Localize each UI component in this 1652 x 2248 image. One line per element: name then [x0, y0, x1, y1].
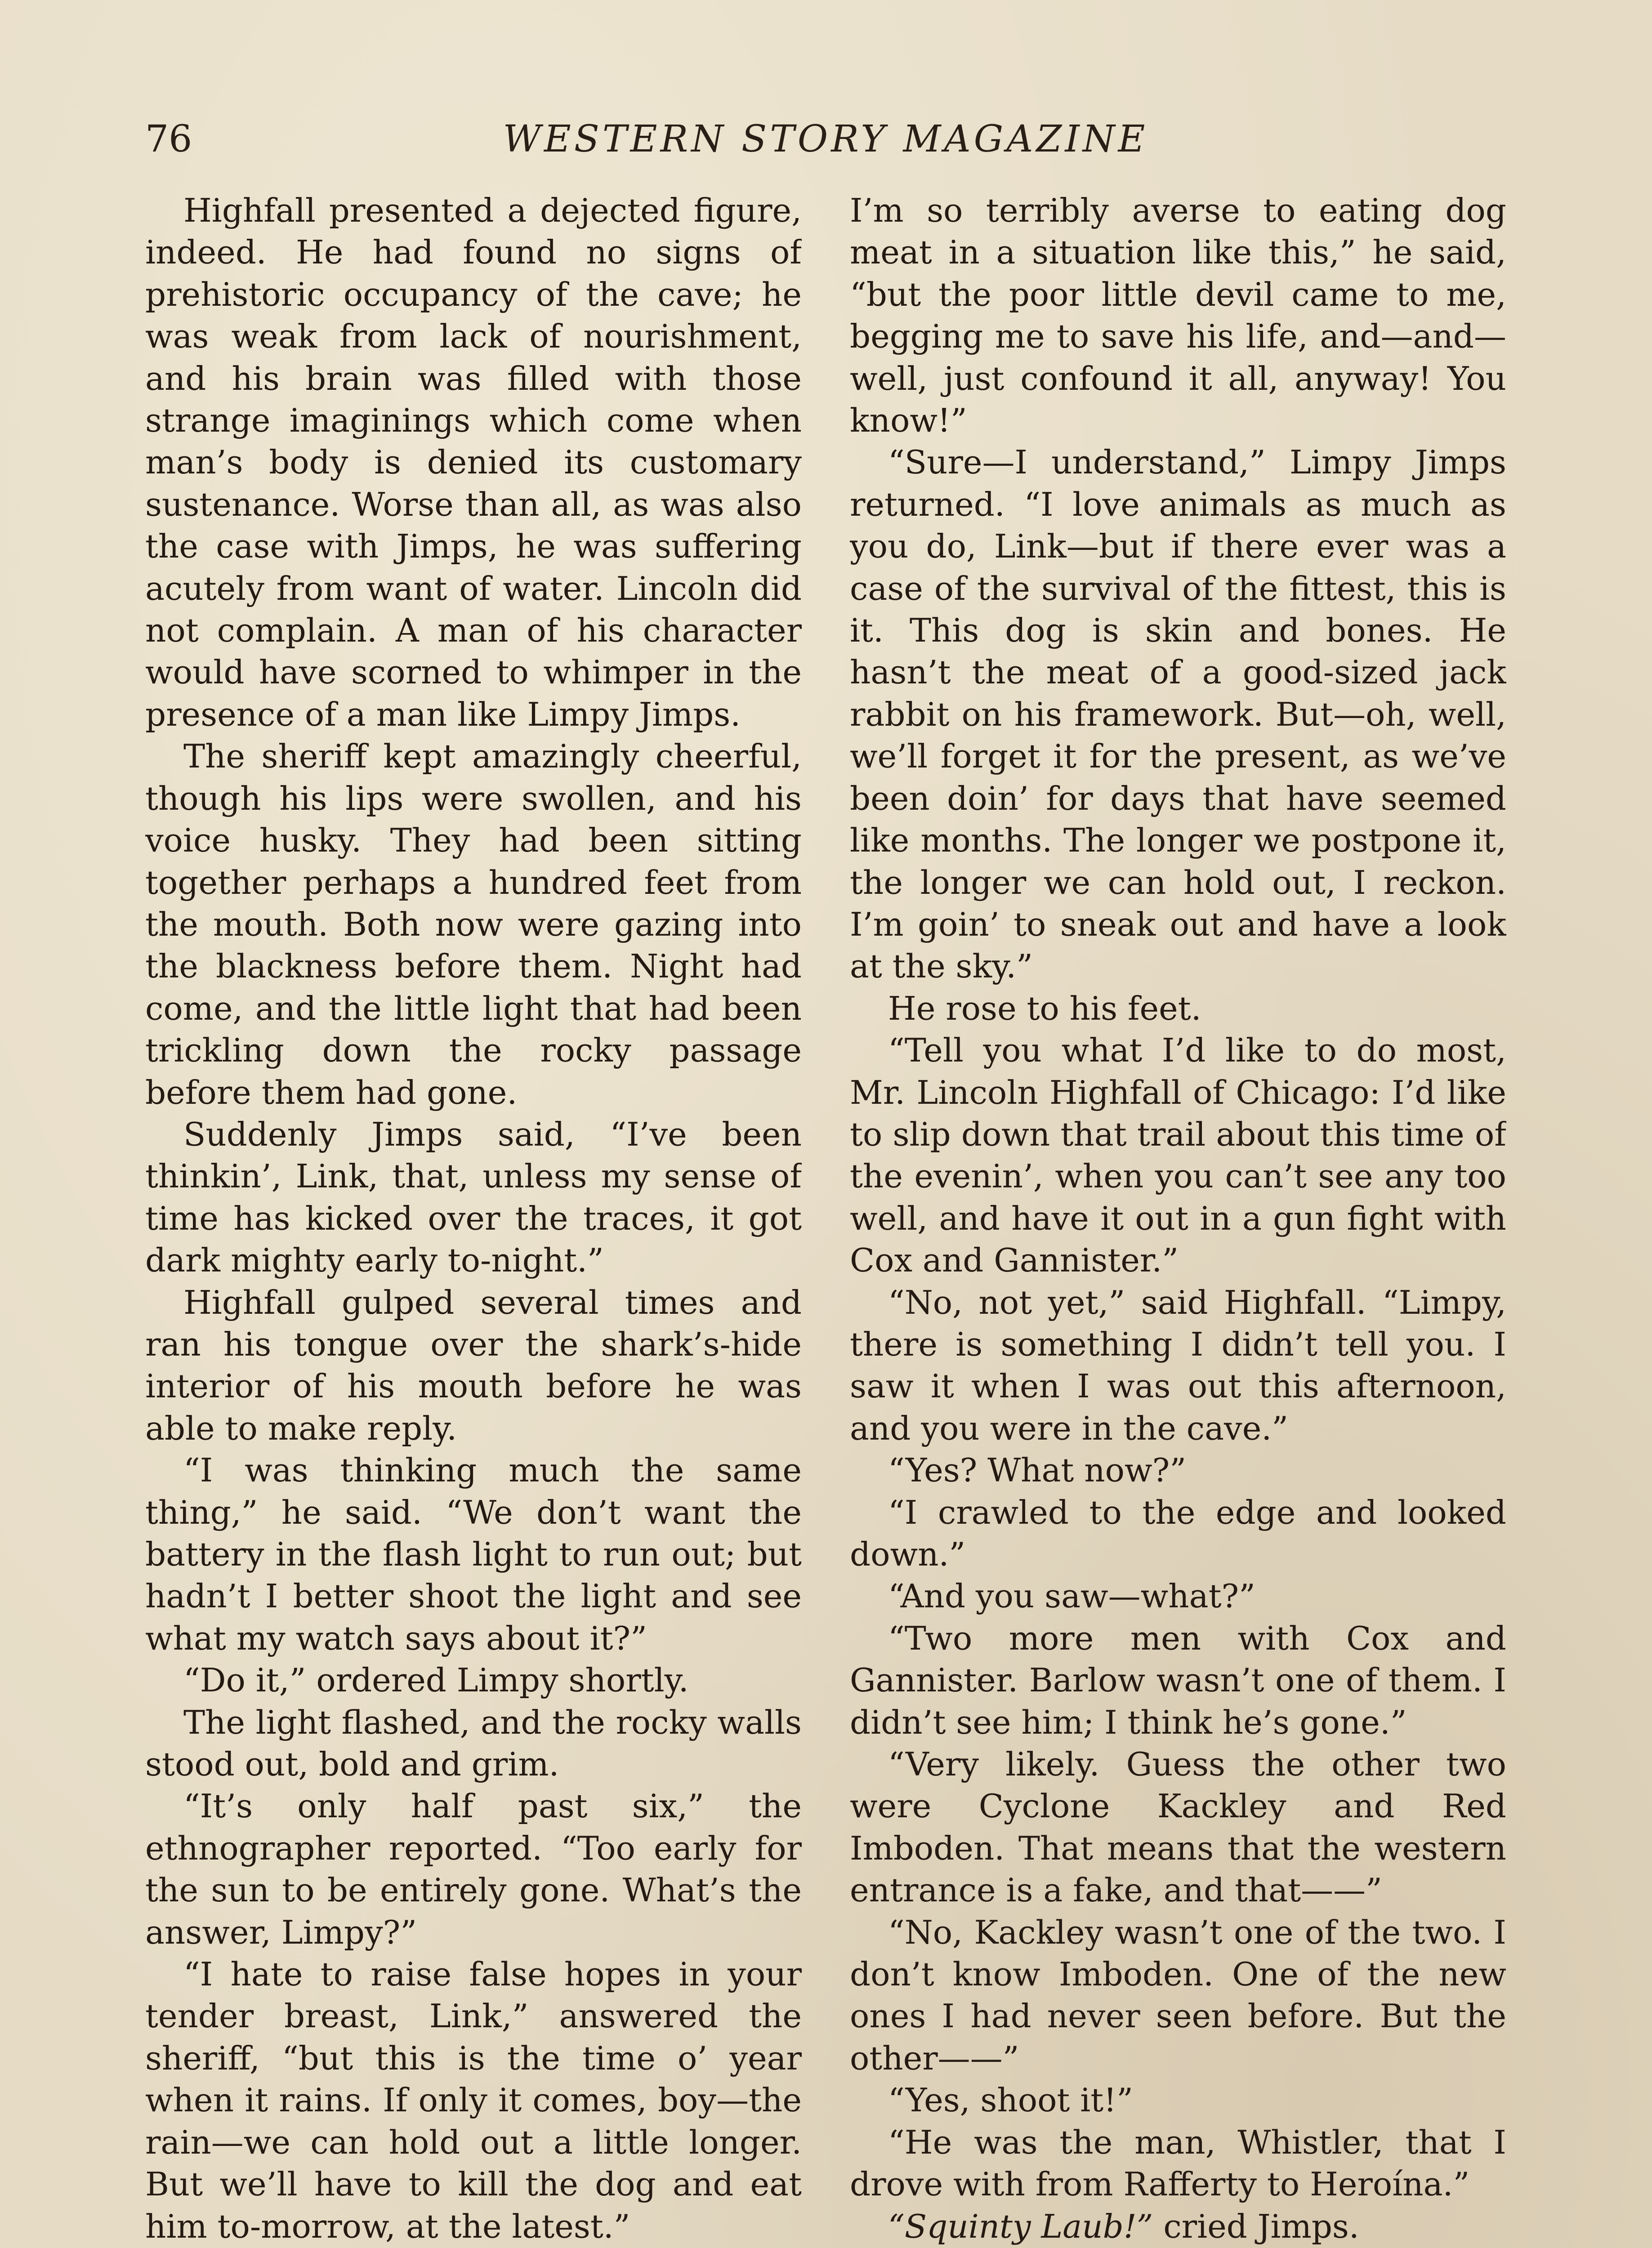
- right-column: [850, 190, 1506, 2248]
- italic-exclamation: “Squinty Laub!”: [888, 2207, 1153, 2245]
- paragraph: The light flashed, and the rocky walls stood out, bold and grim.: [145, 1703, 802, 1784]
- paragraph: “And you saw—what?”: [888, 1577, 1255, 1615]
- paragraph: Suddenly Jimps said, “I’ve been thinkin’, Link, that, unless my sense of time has kicked over the traces, it got dark mighty early to-night.”: [145, 1115, 802, 1280]
- paragraph: He rose to his feet.: [888, 989, 1201, 1027]
- paragraph: Highfall presented a dejected figure, indeed. He had found no signs of prehistoric occupancy of the cave; he was weak from lack of nourishment, and his brain was filled with those strange imaginings which come when man’s body is denied its customary sustenance. Worse than all, as was also the case with Jimps, he was suffering acutely from want of water. Lincoln did not complain. A man of his character would have scorned to whimper in the presence of a man like Limpy Jimps.: [145, 192, 802, 733]
- paragraph: “Tell you what I’d like to do most, Mr. Lincoln Highfall of Chicago: I’d like to slip down that trail about this time of the evenin’, when you can’t see any too well, and have it out in a gun fight with Cox and Gannister.”: [850, 1031, 1506, 1280]
- paragraph: “I hate to raise false hopes in your tender breast, Link,” answered the sheriff, “but this is the time o’ year when it rains. If only it comes, boy—the rain—we can hold out a little longer. But we’ll have to kill the dog and eat him to-morrow, at the latest.”: [145, 1955, 802, 2245]
- paragraph: “It’s only half past six,” the ethnographer reported. “Too early for the sun to be entirely gone. What’s the answer, Limpy?”: [145, 1787, 802, 1951]
- paragraph: “No, not yet,” said Highfall. “Limpy, there is something I didn’t tell you. I saw it when I was out this afternoon, and you were in the cave.”: [850, 1283, 1506, 1447]
- paragraph: “I crawled to the edge and looked down.”: [850, 1493, 1506, 1573]
- paragraph: “Do it,” ordered Limpy shortly.: [183, 1661, 689, 1699]
- paragraph: “Yes? What now?”: [888, 1451, 1187, 1490]
- paragraph: “Very likely. Guess the other two were Cyclone Kackley and Red Imboden. That means that the western entrance is a fake, and that——”: [850, 1745, 1506, 1909]
- paragraph-squinty: [850, 2206, 1506, 2248]
- left-column: [145, 190, 802, 2248]
- paragraph: “No, Kackley wasn’t one of the two. I don’t know Imboden. One of the new ones I had never seen before. But the other——”: [850, 1913, 1506, 2077]
- paragraph: The sheriff kept amazingly cheerful, though his lips were swollen, and his voice husky. They had been sitting together perhaps a hundred feet from the mouth. Both now were gazing into the blackness before them. Night had come, and the little light that had been trickling down the rocky passage before them had gone.: [145, 737, 802, 1111]
- paragraph: “He was the man, Whistler, that I drove with from Rafferty to Heroína.”: [850, 2123, 1506, 2203]
- paragraph: “Sure—I understand,” Limpy Jimps returned. “I love animals as much as you do, Link—but if there ever was a case of the survival of the fittest, this is it. This dog is skin and bones. He hasn’t the meat of a good-sized jack rabbit on his framework. But—oh, well, we’ll forget it for the present, as we’ve been doin’ for days that have seemed like months. The longer we postpone it, the longer we can hold out, I reckon. I’m goin’ to sneak out and have a look at the sky.”: [850, 443, 1506, 986]
- paragraph: “Yes, shoot it!”: [888, 2081, 1133, 2119]
- running-title: WESTERN STORY MAGAZINE: [503, 118, 1148, 161]
- paragraph: “I was thinking much the same thing,” he said. “We don’t want the battery in the flash light to run out; but hadn’t I better shoot the light and see what my watch says about it?”: [145, 1451, 802, 1657]
- dialogue-tag: cried Jimps.: [1153, 2207, 1359, 2245]
- page-header: [145, 112, 1506, 166]
- paragraph: Highfall gulped several times and ran his tongue over the shark’s-hide interior of his mouth before he was able to make reply.: [145, 1283, 802, 1447]
- paragraph: “Two more men with Cox and Gannister. Barlow wasn’t one of them. I didn’t see him; I think he’s gone.”: [850, 1619, 1506, 1741]
- page-number: 76: [145, 118, 192, 161]
- paragraph: I’m so terribly averse to eating dog meat in a situation like this,” he said, “but the poor little devil came to me, begging me to save his life, and—and—well, just confound it all, anyway! You know!”: [850, 192, 1506, 440]
